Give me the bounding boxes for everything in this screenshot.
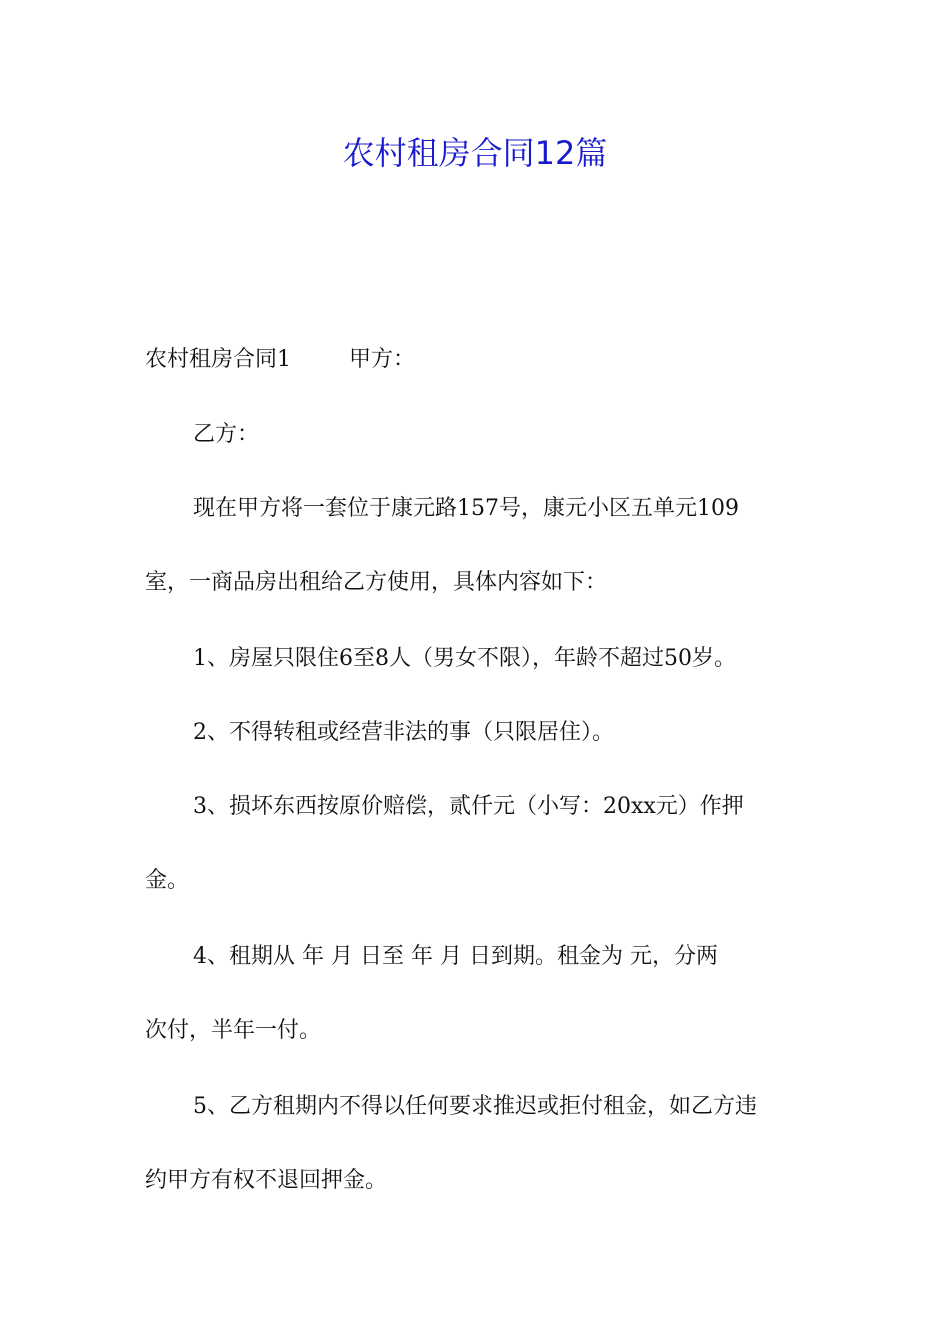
clause-5: 5、乙方租期内不得以任何要求推迟或拒付租金，如乙方违: [193, 1094, 757, 1119]
document-title: 农村租房合同12篇: [342, 134, 608, 172]
paragraph-line: 现在甲方将一套位于康元路157号，康元小区五单元109: [193, 496, 739, 521]
contract-heading-line: [145, 345, 805, 375]
paragraph-line: 约甲方有权不退回押金。: [145, 1168, 388, 1193]
paragraph-line: 次付，半年一付。: [145, 1018, 322, 1043]
clause-4: 4、租期从 年 月 日至 年 月 日到期。租金为 元，分两: [193, 944, 718, 969]
paragraph-line: 室，一商品房出租给乙方使用，具体内容如下：: [145, 570, 608, 595]
contract-number: 农村租房合同1: [145, 347, 291, 372]
clause-1: 1、房屋只限住6至8人（男女不限），年龄不超过50岁。: [193, 646, 736, 671]
paragraph-line: 金。: [145, 868, 190, 893]
clause-3: 3、损坏东西按原价赔偿，贰仟元（小写：20xx元）作押: [193, 794, 744, 819]
clause-2: 2、不得转租或经营非法的事（只限居住）。: [193, 720, 614, 745]
party-a-label: 甲方：: [349, 347, 416, 372]
party-b-label: 乙方：: [193, 422, 260, 447]
